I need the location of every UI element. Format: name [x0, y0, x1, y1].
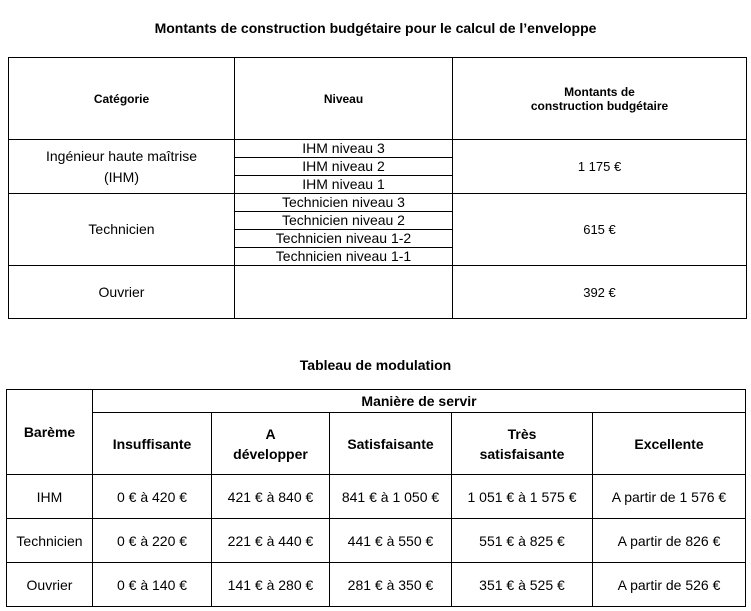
table-row	[9, 140, 747, 158]
header-category: Catégorie	[9, 58, 235, 140]
level-cell: Technicien niveau 1-1	[235, 248, 453, 266]
table-cell: A partir de 1 576 €	[593, 475, 746, 519]
table-row	[9, 194, 747, 212]
table-cell: 281 € à 350 €	[330, 563, 452, 607]
category-cell-ouvrier: Ouvrier	[9, 266, 235, 319]
header-a-developper	[212, 413, 330, 475]
table-cell: A partir de 826 €	[593, 519, 746, 563]
category-ihm-line1: Ingénieur haute maîtrise	[46, 147, 197, 164]
modulation-table	[6, 389, 746, 607]
row-label-ihm: IHM	[7, 475, 93, 519]
level-cell: Technicien niveau 2	[235, 212, 453, 230]
level-cell: IHM niveau 2	[235, 158, 453, 176]
header-amount-line2: construction budgétaire	[530, 98, 669, 113]
header-insuffisante: Insuffisante	[93, 413, 212, 475]
header-level: Niveau	[235, 58, 453, 140]
header-amount	[453, 58, 747, 140]
header-tres-line1: Très	[507, 425, 537, 442]
table-header-row	[7, 413, 746, 475]
header-a-developper-line1: A	[265, 425, 276, 442]
level-cell-empty	[235, 266, 453, 319]
header-excellente: Excellente	[593, 413, 746, 475]
header-maniere-de-servir: Manière de servir	[93, 390, 746, 413]
category-ihm-line2: (IHM)	[104, 168, 139, 185]
table-row	[7, 563, 746, 607]
table-cell: 551 € à 825 €	[452, 519, 593, 563]
table-header-row	[7, 390, 746, 413]
table-row	[7, 519, 746, 563]
header-tres-line2: satisfaisante	[479, 445, 565, 462]
table-cell: 221 € à 440 €	[212, 519, 330, 563]
amount-cell-ihm: 1 175 €	[453, 140, 747, 194]
table-cell: 0 € à 420 €	[93, 475, 212, 519]
table-header-row	[9, 58, 747, 140]
table-cell: 0 € à 220 €	[93, 519, 212, 563]
table-cell: 351 € à 525 €	[452, 563, 593, 607]
table-row	[9, 266, 747, 319]
header-tres-satisfaisante	[452, 413, 593, 475]
level-cell: Technicien niveau 3	[235, 194, 453, 212]
level-cell: IHM niveau 3	[235, 140, 453, 158]
table-cell: 1 051 € à 1 575 €	[452, 475, 593, 519]
level-cell: Technicien niveau 1-2	[235, 230, 453, 248]
table-cell: 441 € à 550 €	[330, 519, 452, 563]
row-label-ouvrier: Ouvrier	[7, 563, 93, 607]
table-cell: 841 € à 1 050 €	[330, 475, 452, 519]
table-cell: 0 € à 140 €	[93, 563, 212, 607]
category-cell-technicien: Technicien	[9, 194, 235, 266]
table-cell: 141 € à 280 €	[212, 563, 330, 607]
level-cell: IHM niveau 1	[235, 176, 453, 194]
header-satisfaisante: Satisfaisante	[330, 413, 452, 475]
amount-cell-technicien: 615 €	[453, 194, 747, 266]
row-label-technicien: Technicien	[7, 519, 93, 563]
amount-cell-ouvrier: 392 €	[453, 266, 747, 319]
page-title: Montants de construction budgétaire pour le calcul de l’enveloppe	[154, 20, 597, 36]
header-bareme: Barème	[7, 390, 93, 475]
category-cell-ihm	[9, 140, 235, 194]
budget-amounts-table	[8, 57, 747, 319]
header-amount-line1: Montants de	[564, 84, 635, 99]
table-cell: 421 € à 840 €	[212, 475, 330, 519]
section-title: Tableau de modulation	[299, 357, 452, 373]
table-cell: A partir de 526 €	[593, 563, 746, 607]
header-a-developper-line2: développer	[233, 445, 308, 462]
table-row	[7, 475, 746, 519]
